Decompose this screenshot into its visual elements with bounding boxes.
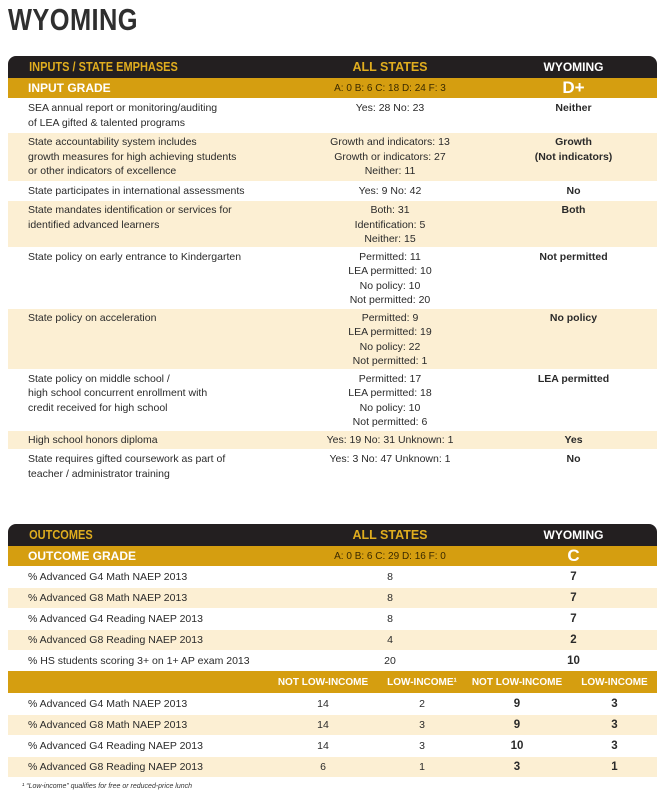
input-row-state-line: Neither bbox=[555, 102, 592, 114]
income-state-not-low: 10 bbox=[510, 740, 524, 752]
footnote: ¹ “Low-income” qualifies for free or reduced-price lunch bbox=[22, 783, 193, 790]
input-row-all-states-line: LEA permitted: 18 bbox=[348, 387, 432, 399]
input-row-label-line: SEA annual report or monitoring/auditing bbox=[28, 102, 218, 114]
input-row-state bbox=[490, 182, 657, 201]
input-row-all-states-line: Both: 31 bbox=[370, 204, 410, 216]
income-state-low: 3 bbox=[611, 719, 618, 731]
input-row-all-states-line: No policy: 22 bbox=[359, 340, 421, 353]
input-row-label bbox=[8, 431, 290, 450]
input-row-label bbox=[8, 370, 290, 430]
input-row-all-states-line: Growth or indicators: 27 bbox=[334, 150, 446, 163]
outcome-row bbox=[8, 650, 657, 671]
income-row-label: % Advanced G8 Reading NAEP 2013 bbox=[28, 761, 203, 773]
input-row-label bbox=[8, 99, 290, 132]
input-row-state bbox=[490, 133, 657, 181]
outcome-row-label: % Advanced G8 Math NAEP 2013 bbox=[28, 592, 188, 604]
outcome-grade-label: OUTCOME GRADE bbox=[28, 549, 136, 563]
outcomes-header-all-states: ALL STATES bbox=[352, 528, 428, 542]
input-row-all-states-line: Identification: 5 bbox=[354, 218, 426, 231]
input-row-label-line: State policy on middle school / bbox=[28, 372, 170, 385]
input-row bbox=[8, 98, 657, 132]
input-grade-value: D+ bbox=[562, 78, 585, 97]
income-state-not-low: 9 bbox=[513, 719, 521, 731]
inputs-header-state: WYOMING bbox=[543, 60, 604, 74]
income-subheader bbox=[8, 671, 657, 693]
input-row-state bbox=[490, 99, 657, 132]
input-row-state bbox=[490, 201, 657, 247]
inputs-header bbox=[8, 56, 657, 78]
income-all-low: 3 bbox=[419, 740, 425, 752]
income-header-state-low: LOW-INCOME bbox=[581, 676, 648, 688]
input-row-label-line: State requires gifted coursework as part of bbox=[28, 453, 226, 465]
input-grade-row bbox=[8, 78, 657, 98]
input-row bbox=[8, 308, 657, 369]
inputs-table bbox=[8, 56, 657, 483]
outcomes-header-state: WYOMING bbox=[543, 528, 604, 542]
outcome-rows bbox=[8, 566, 657, 671]
input-rows bbox=[8, 98, 657, 483]
input-row-state-line: Growth bbox=[555, 136, 592, 148]
outcomes-table bbox=[8, 524, 657, 777]
outcomes-header-label: OUTCOMES bbox=[29, 528, 93, 542]
input-row-all-states-line: Permitted: 11 bbox=[359, 250, 421, 263]
input-row-label bbox=[8, 133, 290, 181]
input-row-all-states-line: Yes: 3 No: 47 Unknown: 1 bbox=[329, 453, 451, 465]
input-row-all-states-line: Yes: 19 No: 31 Unknown: 1 bbox=[326, 433, 454, 446]
input-row-label-line: growth measures for high achieving students bbox=[28, 150, 237, 163]
outcome-row-all-states: 8 bbox=[387, 571, 393, 583]
input-row-label-line: high school concurrent enrollment with bbox=[28, 387, 208, 399]
input-row-all-states-line: LEA permitted: 19 bbox=[348, 326, 432, 338]
outcome-row-state: 2 bbox=[570, 634, 577, 646]
input-row-all-states-line: Neither: 15 bbox=[364, 233, 416, 245]
input-row-state bbox=[490, 431, 657, 450]
income-header-all-low: LOW-INCOME¹ bbox=[387, 676, 457, 688]
input-row-state bbox=[490, 248, 657, 308]
outcome-row-all-states: 8 bbox=[387, 613, 393, 625]
income-row bbox=[8, 756, 657, 777]
input-row-all-states-line: Not permitted: 1 bbox=[352, 355, 428, 367]
input-row-label-line: or other indicators of excellence bbox=[28, 165, 177, 177]
outcome-row-all-states: 20 bbox=[384, 655, 396, 667]
input-row-all-states bbox=[290, 370, 490, 430]
input-row-state bbox=[490, 450, 657, 483]
income-all-low: 2 bbox=[419, 698, 425, 710]
income-rows bbox=[8, 693, 657, 777]
input-row-state-line: Both bbox=[561, 204, 586, 216]
input-row-all-states-line: Neither: 11 bbox=[364, 165, 416, 177]
input-row-state-line: LEA permitted bbox=[537, 372, 610, 385]
input-row-label bbox=[8, 248, 290, 308]
income-row bbox=[8, 693, 657, 714]
income-all-low: 3 bbox=[419, 719, 425, 731]
input-row-all-states-line: LEA permitted: 10 bbox=[348, 265, 432, 277]
input-row-state-line: No bbox=[566, 184, 581, 197]
income-state-not-low: 3 bbox=[513, 761, 521, 773]
input-row-label-line: State mandates identification or services for bbox=[28, 204, 232, 216]
input-row-label-line: State policy on early entrance to Kindergarten bbox=[28, 250, 242, 263]
income-header-all-not-low: NOT LOW-INCOME bbox=[277, 676, 369, 688]
input-row-state-line: No policy bbox=[549, 311, 598, 324]
input-row-all-states-line: No policy: 10 bbox=[359, 279, 421, 292]
input-row-all-states bbox=[290, 99, 490, 132]
income-state-low: 1 bbox=[611, 761, 618, 773]
input-row-label bbox=[8, 201, 290, 247]
input-row-all-states bbox=[290, 309, 490, 369]
income-row bbox=[8, 714, 657, 735]
outcome-row-state: 7 bbox=[570, 592, 577, 604]
input-row-label-line: credit received for high school bbox=[28, 401, 168, 414]
outcomes-header bbox=[8, 524, 657, 546]
outcome-row-label: % Advanced G4 Reading NAEP 2013 bbox=[28, 613, 203, 625]
income-state-low: 3 bbox=[611, 740, 618, 752]
input-row-state-line: Not permitted bbox=[539, 250, 608, 263]
input-row-all-states-line: Yes: 9 No: 42 bbox=[358, 184, 422, 197]
input-row-label-line: State participates in international assessments bbox=[28, 184, 245, 197]
outcome-row bbox=[8, 629, 657, 650]
outcome-row bbox=[8, 587, 657, 608]
outcome-row-label: % Advanced G8 Reading NAEP 2013 bbox=[28, 634, 203, 646]
input-row-all-states-line: Yes: 28 No: 23 bbox=[355, 102, 425, 114]
input-row-label bbox=[8, 309, 290, 369]
input-row-state-line: Yes bbox=[564, 433, 583, 446]
income-all-not-low: 14 bbox=[317, 719, 329, 731]
input-row-all-states-line: Not permitted: 20 bbox=[349, 294, 431, 306]
input-row-all-states-line: Not permitted: 6 bbox=[352, 416, 428, 428]
input-row-all-states-line: Permitted: 9 bbox=[361, 311, 419, 324]
input-row-label-line: identified advanced learners bbox=[28, 218, 160, 231]
outcome-row-state: 10 bbox=[567, 655, 580, 667]
income-all-not-low: 6 bbox=[320, 761, 326, 773]
input-row-all-states bbox=[290, 182, 490, 201]
income-row bbox=[8, 735, 657, 756]
outcome-row-all-states: 8 bbox=[387, 592, 393, 604]
input-row-all-states bbox=[290, 431, 490, 450]
input-row-label bbox=[8, 182, 290, 201]
input-row-all-states bbox=[290, 248, 490, 308]
input-row-state-line: (Not indicators) bbox=[534, 150, 613, 163]
input-row bbox=[8, 132, 657, 181]
income-all-low: 1 bbox=[419, 761, 425, 773]
input-row bbox=[8, 430, 657, 450]
income-row-label: % Advanced G4 Reading NAEP 2013 bbox=[28, 740, 203, 752]
input-row-label-line: teacher / administrator training bbox=[28, 467, 170, 480]
input-row-all-states bbox=[290, 450, 490, 483]
outcome-row-label: % Advanced G4 Math NAEP 2013 bbox=[28, 571, 188, 583]
income-state-not-low: 9 bbox=[513, 698, 521, 710]
outcome-grade-distribution: A: 0 B: 6 C: 29 D: 16 F: 0 bbox=[334, 550, 446, 562]
outcome-row bbox=[8, 566, 657, 587]
input-row-state bbox=[490, 309, 657, 369]
outcome-row-state: 7 bbox=[570, 613, 577, 625]
input-row-all-states-line: No policy: 10 bbox=[359, 401, 421, 414]
input-row bbox=[8, 247, 657, 308]
income-all-not-low: 14 bbox=[317, 740, 329, 752]
input-row-all-states-line: Growth and indicators: 13 bbox=[330, 136, 450, 148]
input-row-all-states bbox=[290, 201, 490, 247]
outcome-row-state: 7 bbox=[570, 571, 577, 583]
input-row-all-states-line: Permitted: 17 bbox=[358, 372, 422, 385]
input-row-label bbox=[8, 450, 290, 483]
outcome-row bbox=[8, 608, 657, 629]
income-state-low: 3 bbox=[611, 698, 618, 710]
income-all-not-low: 14 bbox=[317, 698, 329, 710]
input-row bbox=[8, 200, 657, 247]
input-row bbox=[8, 449, 657, 483]
income-row-label: % Advanced G4 Math NAEP 2013 bbox=[28, 698, 188, 710]
inputs-header-all-states: ALL STATES bbox=[352, 60, 428, 74]
income-row-label: % Advanced G8 Math NAEP 2013 bbox=[28, 719, 188, 731]
inputs-header-label: INPUTS / STATE EMPHASES bbox=[29, 60, 178, 74]
outcome-grade-row bbox=[8, 546, 657, 566]
outcome-grade-value: C bbox=[567, 546, 580, 565]
input-row-all-states bbox=[290, 133, 490, 181]
outcome-row-label: % HS students scoring 3+ on 1+ AP exam 2013 bbox=[28, 655, 250, 667]
input-row-state-line: No bbox=[566, 453, 581, 465]
input-row-label-line: State policy on acceleration bbox=[28, 311, 157, 324]
input-grade-distribution: A: 0 B: 6 C: 18 D: 24 F: 3 bbox=[334, 82, 446, 94]
input-row-state bbox=[490, 370, 657, 430]
input-row-label-line: High school honors diploma bbox=[28, 433, 158, 446]
input-grade-label: INPUT GRADE bbox=[28, 81, 111, 95]
input-row bbox=[8, 181, 657, 201]
input-row-label-line: of LEA gifted & talented programs bbox=[28, 116, 186, 129]
income-header-state-not-low: NOT LOW-INCOME bbox=[471, 676, 563, 688]
outcome-row-all-states: 4 bbox=[387, 634, 393, 646]
page-title: WYOMING bbox=[8, 2, 138, 37]
input-row-label-line: State accountability system includes bbox=[28, 136, 197, 148]
input-row bbox=[8, 369, 657, 430]
